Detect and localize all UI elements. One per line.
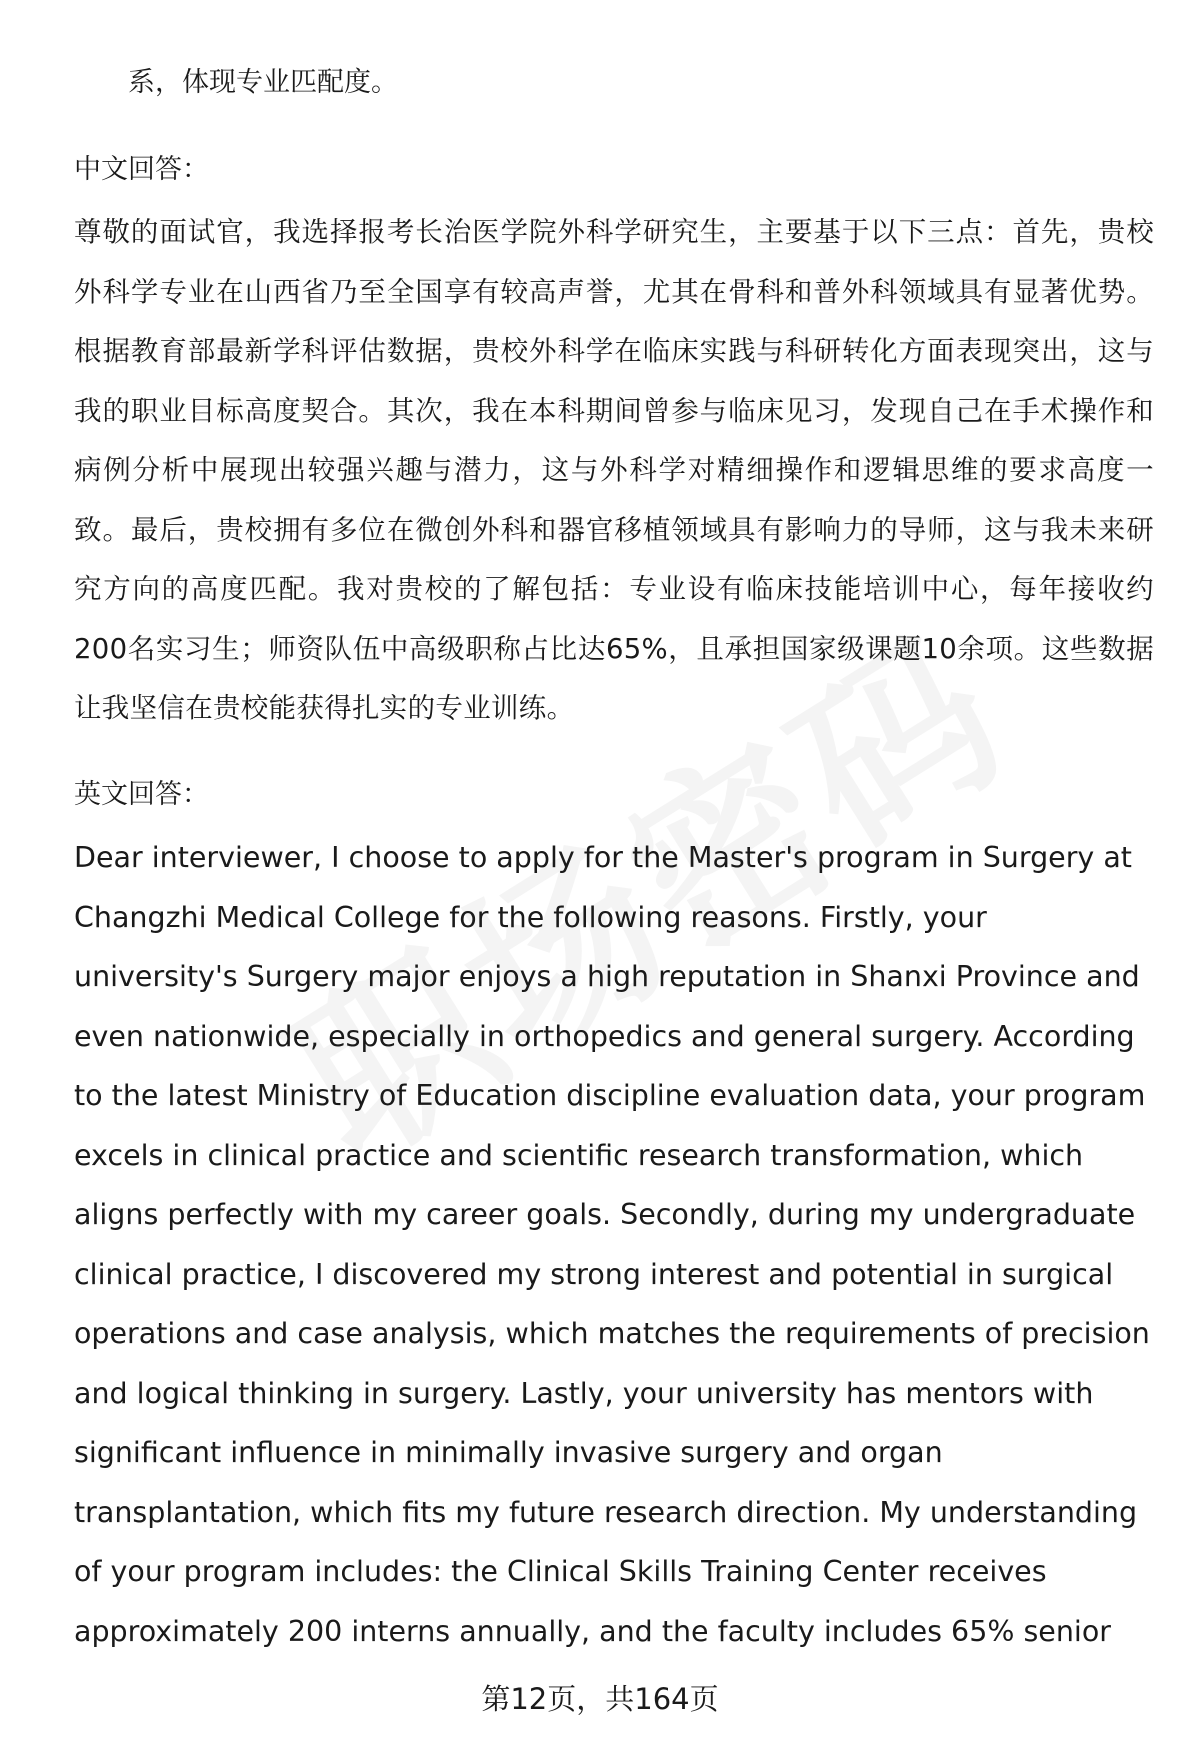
chinese-answer-body: 尊敬的面试官，我选择报考长治医学院外科学研究生，主要基于以下三点：首先，贵校外科学专业在山西省乃至全国享有较高声誉，尤其在骨科和普外科领域具有显著优势。根据教育部最新学科评估数据，贵校外科学在临床实践与科研转化方面表现突出，这与我的职业目标高度契合。其次，我在本科期间曾参与临床见习，发现自己在手术操作和病例分析中展现出较强兴趣与潜力，这与外科学对精细操作和逻辑思维的要求高度一致。最后，贵校拥有多位在微创外科和器官移植领域具有影响力的导师，这与我未来研究方向的高度匹配。我对贵校的了解包括：专业设有临床技能培训中心，每年接收约200名实习生；师资队伍中高级职称占比达65%，且承担国家级课题10余项。这些数据让我坚信在贵校能获得扎实的专业训练。 — [74, 216, 1154, 724]
continuation-text: 系，体现专业匹配度。 — [128, 67, 398, 98]
chinese-answer-label: 中文回答： — [74, 154, 209, 185]
page-number-footer: 第12页，共164页 — [481, 1682, 719, 1716]
english-answer-body: Dear interviewer, I choose to apply for the Master's program in Surgery at Changzhi Medical College for the following reasons. Firstly, your university's Surgery major enjoys a high reputation in Shanxi Province and even nationwide, especially in orthopedics and general surgery. According to the latest Ministry of Education discipline evaluation data, your program excels in clinical practice and scientific research transformation, which aligns perfectly with my career goals. Secondly, during my undergraduate clinical practice, I discovered my strong interest and potential in surgical operations and case analysis, which matches the requirements of precision and logical thinking in surgery. Lastly, your university has mentors with significant influence in minimally invasive surgery and organ transplantation, which fits my future research direction. My understanding of your program includes: the Clinical Skills Training Center receives approximately 200 interns annually, and the faculty includes 65% senior — [74, 841, 1150, 1648]
english-answer-label: 英文回答： — [74, 779, 209, 810]
